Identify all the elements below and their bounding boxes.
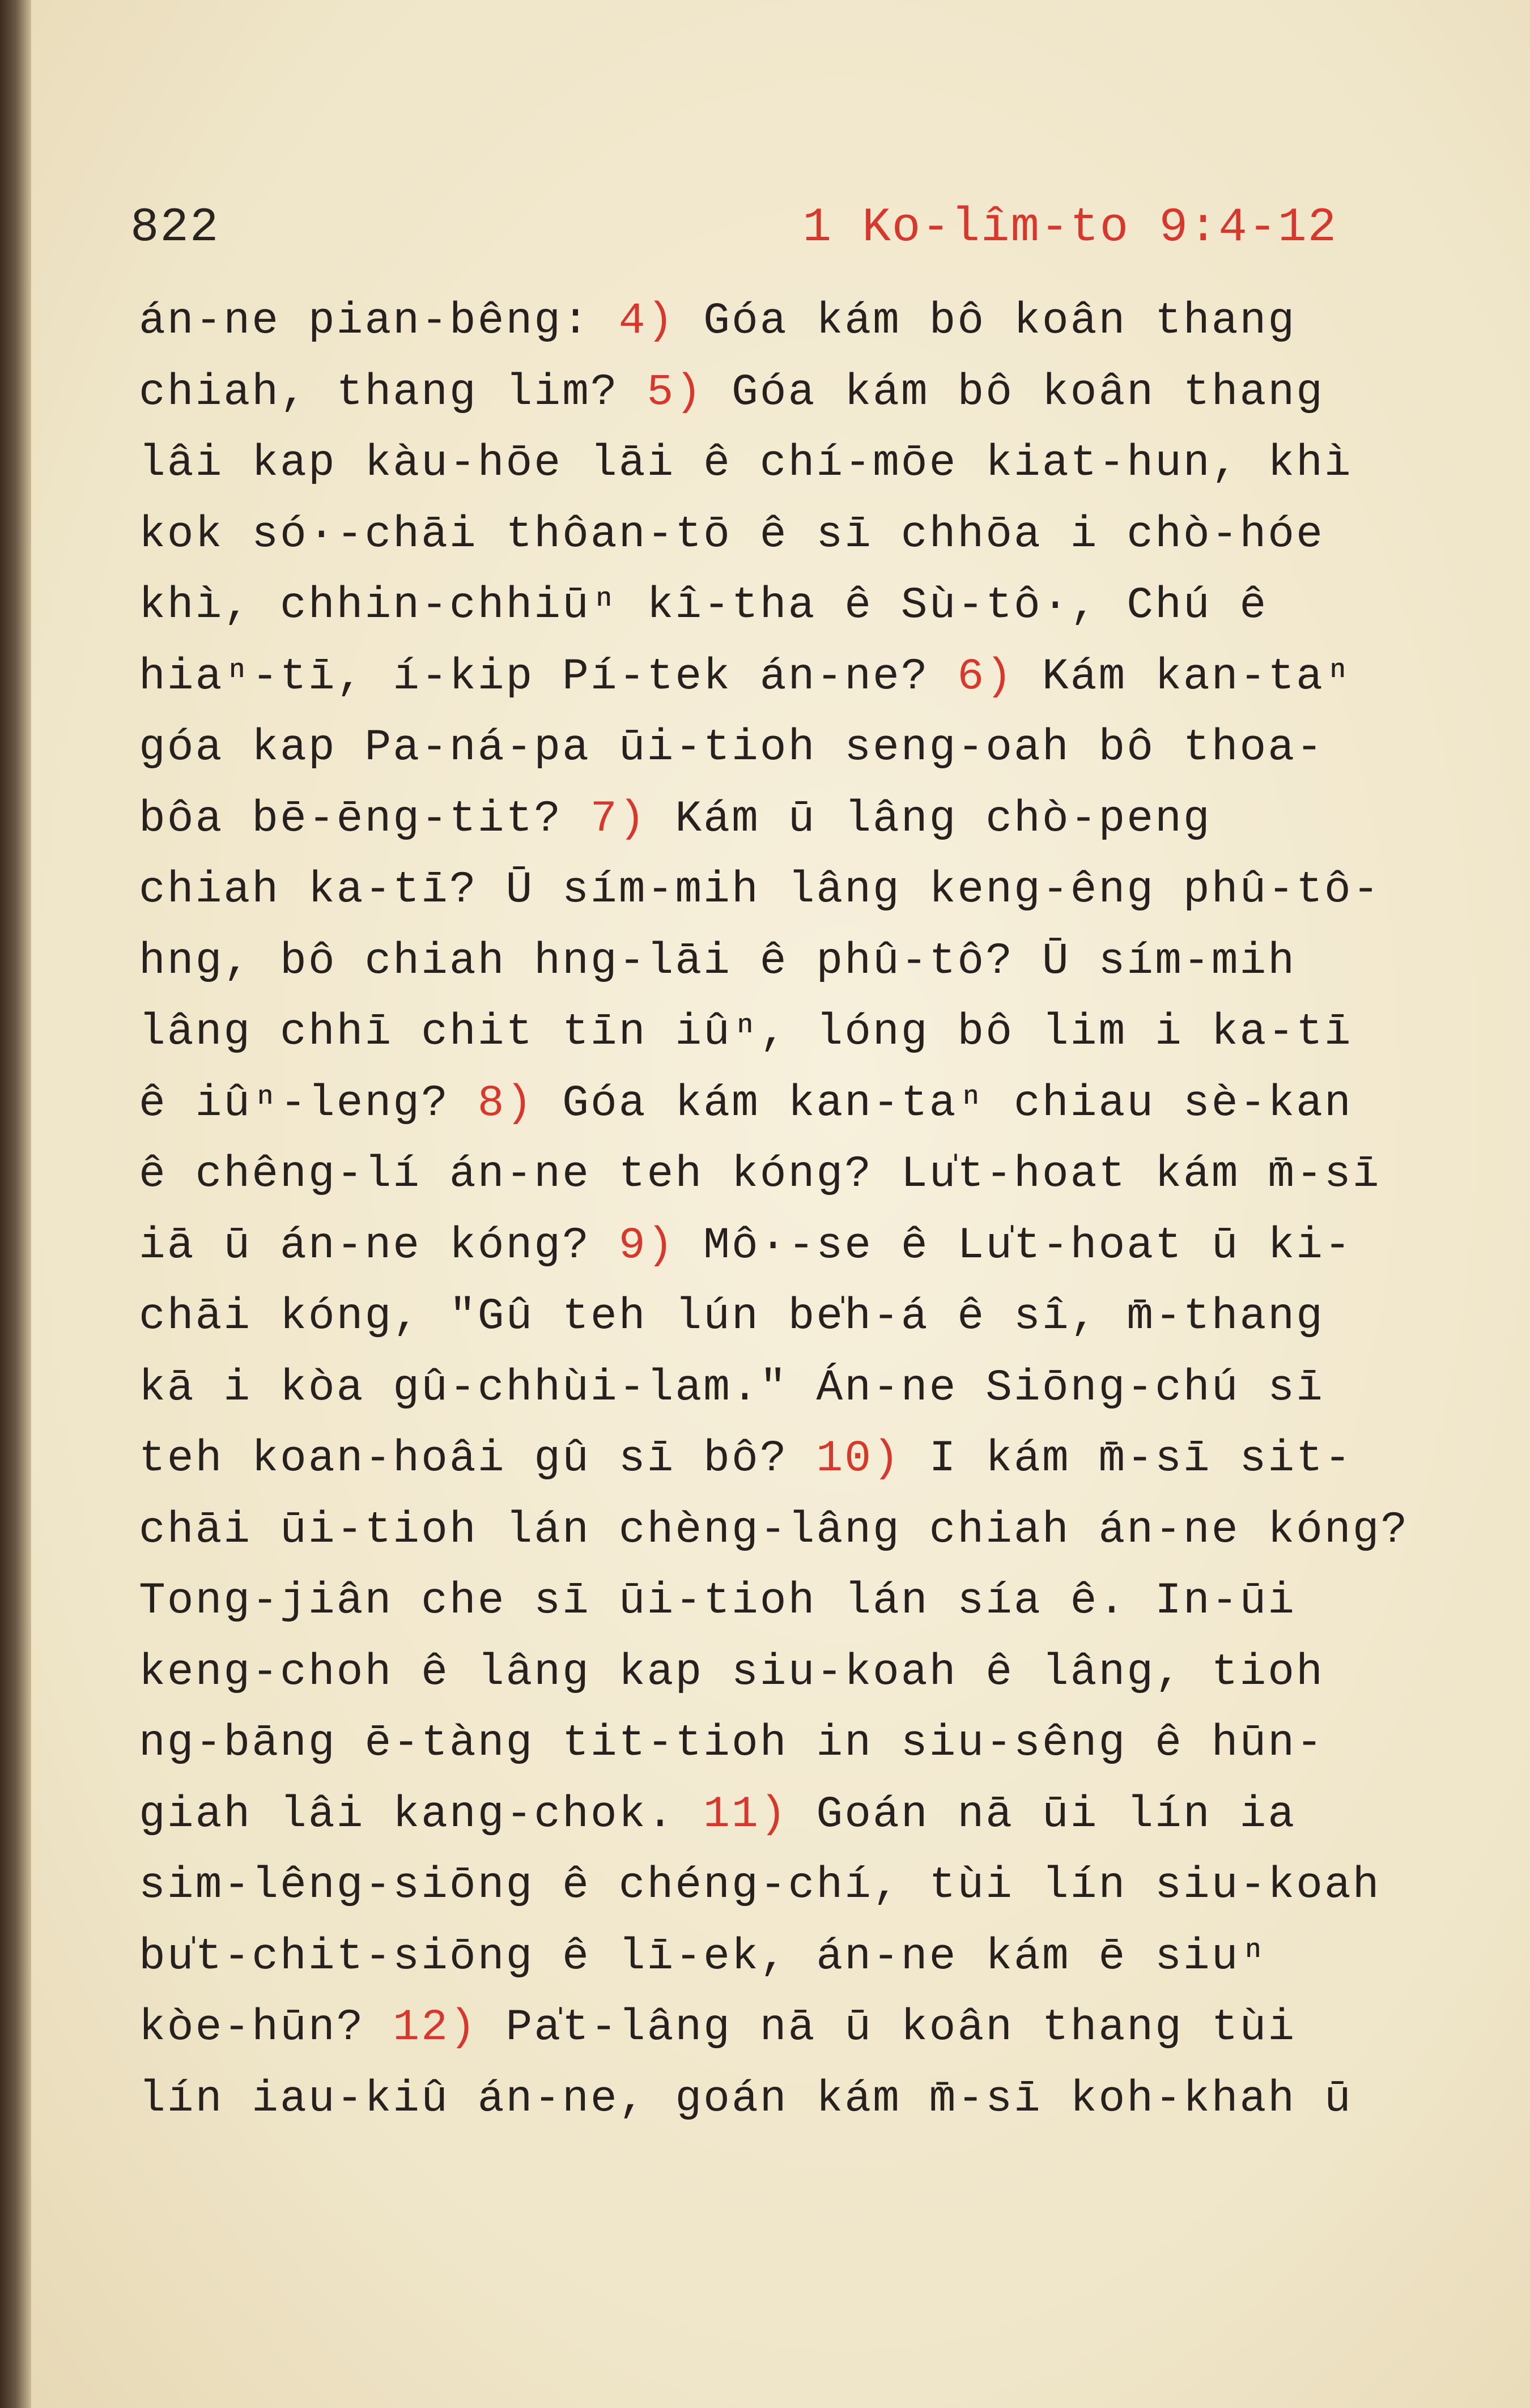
verse-number: 7)	[590, 794, 647, 844]
text-line	[139, 1069, 1442, 1140]
verse-text: lâng chhī chit tīn iûⁿ, lóng bô lim i ka-tī	[139, 1007, 1353, 1057]
page-header	[130, 201, 1337, 275]
verse-text: chāi kóng, "Gû teh lún be̍h-á ê sî, m̄-thang	[139, 1292, 1324, 1342]
verse-text: kok só·-chāi thôan-tō ê sī chhōa i chò-hóe	[139, 509, 1324, 560]
verse-text: khì, chhin-chhiūⁿ kî-tha ê Sù-tô·, Chú ê	[139, 581, 1268, 631]
text-line	[139, 1495, 1442, 1567]
text-line	[139, 1211, 1442, 1282]
verse-text: hiaⁿ-tī, í-kip Pí-tek án-ne?	[139, 652, 958, 702]
verse-text: Pa̍t-lâng nā ū koân thang tùi	[477, 2003, 1297, 2053]
verse-number: 12)	[393, 2003, 478, 2053]
verse-number: 9)	[618, 1220, 675, 1271]
verse-text: chiah ka-tī? Ū sím-mih lâng keng-êng phû-tô-	[139, 865, 1381, 915]
verse-text: giah lâi kang-chok.	[139, 1789, 704, 1840]
verse-text: Tong-jiân che sī ūi-tioh lán sía ê. In-ūi	[139, 1576, 1297, 1626]
verse-number: 10)	[816, 1434, 901, 1484]
text-line	[139, 855, 1442, 926]
text-line	[139, 1637, 1442, 1709]
verse-text: keng-choh ê lâng kap siu-koah ê lâng, tioh	[139, 1647, 1324, 1697]
text-line	[139, 2064, 1442, 2135]
text-line	[139, 500, 1442, 571]
running-head: 1 Ko-lîm-to 9:4-12	[802, 201, 1337, 255]
verse-text: chiah, thang lim?	[139, 367, 647, 418]
text-line	[139, 571, 1442, 642]
text-line	[139, 428, 1442, 500]
text-line	[139, 1993, 1442, 2064]
text-line	[139, 997, 1442, 1069]
page-number: 822	[130, 201, 220, 255]
text-line	[139, 642, 1442, 713]
verse-text: án-ne pian-bêng:	[139, 296, 619, 346]
verse-text: kòe-hūn?	[139, 2003, 393, 2053]
text-line	[139, 1922, 1442, 1993]
text-line	[139, 1424, 1442, 1495]
verse-text: hng, bô chiah hng-lāi ê phû-tô? Ū sím-mih	[139, 936, 1297, 986]
verse-text: teh koan-hoâi gû sī bô?	[139, 1434, 817, 1484]
text-line	[139, 1353, 1442, 1424]
verse-text: Mô·-se ê Lu̍t-hoat ū ki-	[675, 1220, 1353, 1271]
text-line	[139, 784, 1442, 856]
verse-text: iā ū án-ne kóng?	[139, 1220, 619, 1271]
verse-text: ng-bāng ē-tàng tit-tioh in siu-sêng ê hūn-	[139, 1718, 1324, 1768]
page-binding-edge	[0, 0, 31, 2408]
text-line	[139, 286, 1442, 358]
verse-text: Góa kám bô koân thang	[675, 296, 1297, 346]
text-line	[139, 1850, 1442, 1922]
text-line	[139, 1708, 1442, 1780]
verse-text: Góa kám bô koân thang	[703, 367, 1324, 418]
text-line	[139, 358, 1442, 429]
scripture-text-body	[139, 286, 1442, 2135]
text-line	[139, 713, 1442, 784]
text-line	[139, 1139, 1442, 1211]
text-line	[139, 926, 1442, 998]
verse-text: ê iûⁿ-leng?	[139, 1078, 478, 1129]
verse-text: bu̍t-chit-siōng ê lī-ek, án-ne kám ē siuⁿ	[139, 1931, 1268, 1982]
verse-text: góa kap Pa-ná-pa ūi-tioh seng-oah bô thoa-	[139, 723, 1324, 773]
verse-text: Kám kan-taⁿ	[1014, 652, 1353, 702]
text-line	[139, 1566, 1442, 1637]
verse-number: 8)	[477, 1078, 534, 1129]
verse-text: Kám ū lâng chò-peng	[647, 794, 1212, 844]
verse-number: 4)	[618, 296, 675, 346]
text-line	[139, 1780, 1442, 1851]
verse-text: lâi kap kàu-hōe lāi ê chí-mōe kiat-hun, khì	[139, 439, 1353, 488]
verse-text: Goán nā ūi lín ia	[788, 1789, 1297, 1840]
verse-number: 6)	[957, 652, 1014, 702]
verse-number: 5)	[647, 367, 704, 418]
verse-text: chāi ūi-tioh lán chèng-lâng chiah án-ne kóng?	[139, 1505, 1409, 1555]
verse-text: kā i kòa gû-chhùi-lam." Án-ne Siōng-chú sī	[139, 1363, 1324, 1413]
verse-text: bôa bē-ēng-tit?	[139, 794, 590, 844]
verse-text: I kám m̄-sī sit-	[900, 1434, 1353, 1484]
verse-text: lín iau-kiû án-ne, goán kám m̄-sī koh-khah ū	[139, 2074, 1353, 2124]
text-line	[139, 1282, 1442, 1353]
verse-text: sim-lêng-siōng ê chéng-chí, tùi lín siu-koah	[139, 1861, 1381, 1911]
verse-text: ê chêng-lí án-ne teh kóng? Lu̍t-hoat kám m̄-sī	[139, 1150, 1381, 1199]
verse-number: 11)	[703, 1789, 788, 1840]
verse-text: Góa kám kan-taⁿ chiau sè-kan	[534, 1078, 1353, 1129]
